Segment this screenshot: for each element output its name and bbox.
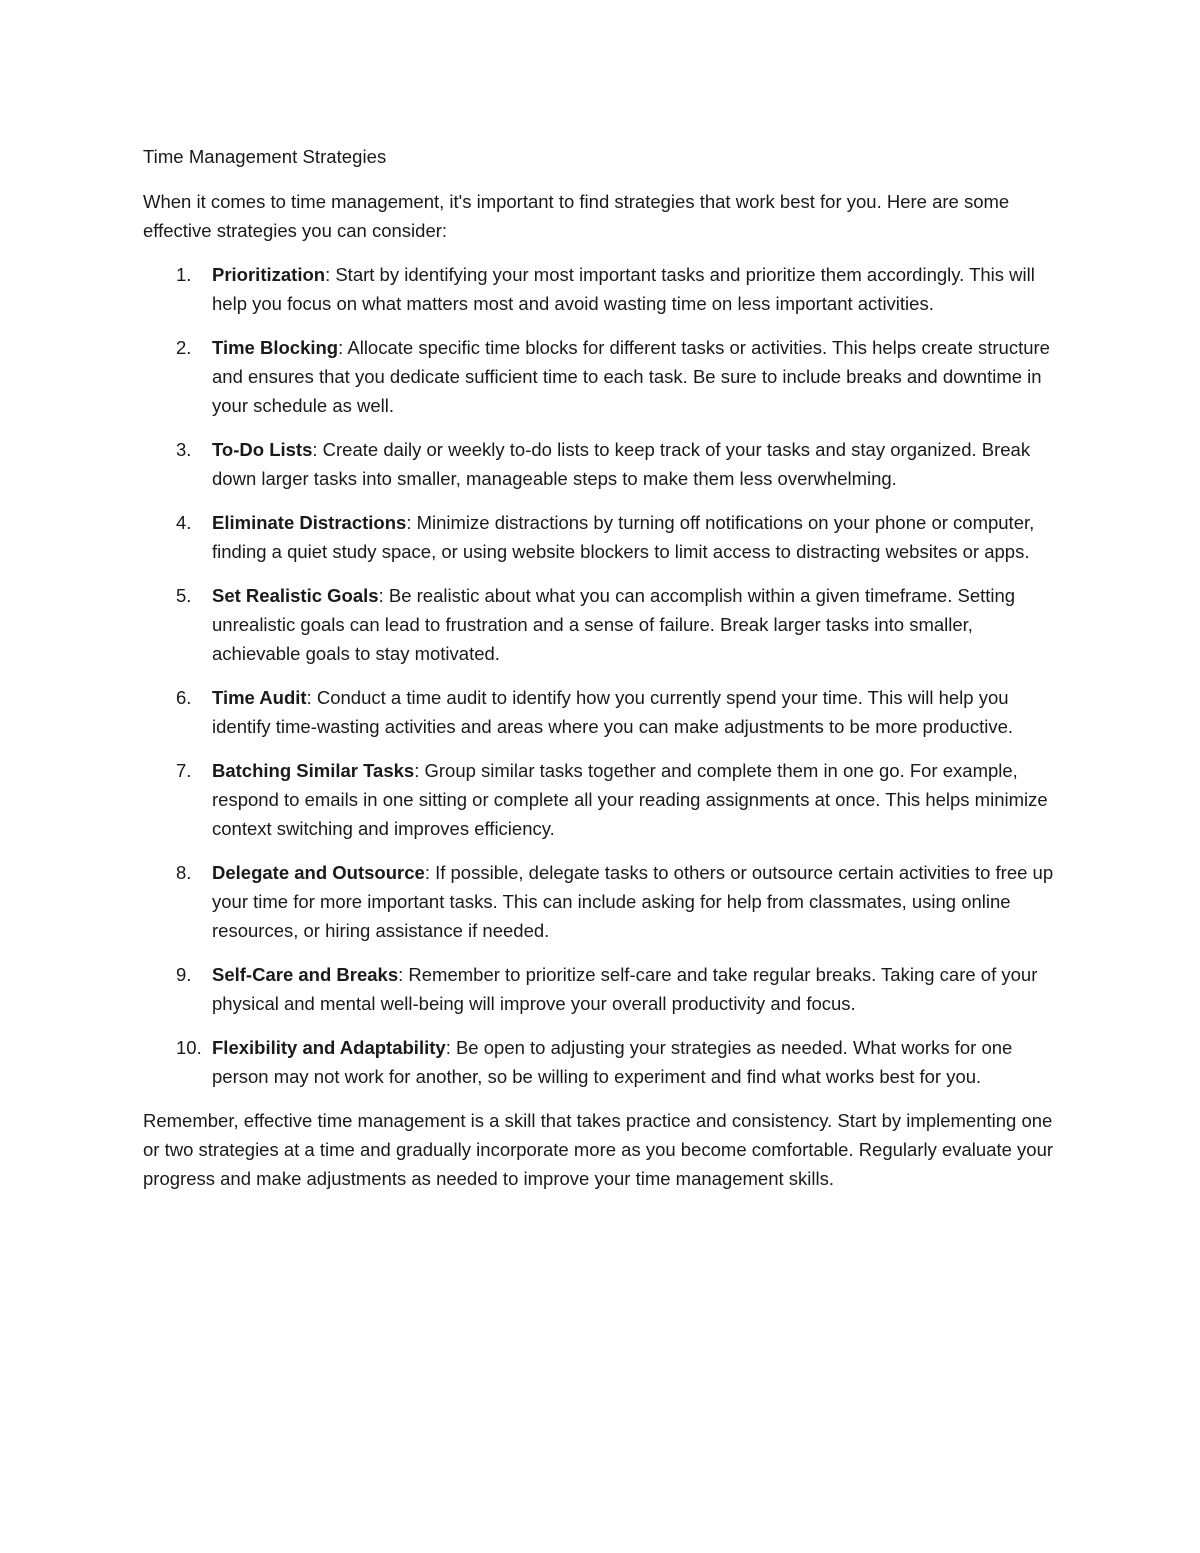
strategy-term: Eliminate Distractions bbox=[212, 512, 407, 533]
list-number: 4. bbox=[176, 512, 192, 533]
strategy-term: Self-Care and Breaks bbox=[212, 964, 399, 985]
strategy-term: Batching Similar Tasks bbox=[212, 760, 415, 781]
list-item bbox=[143, 581, 1063, 668]
strategy-description: : Allocate specific time blocks for different tasks or activities. This helps create structure and ensures that you dedicate sufficient time to each task. Be sure to include breaks and downtime in your schedule as well. bbox=[212, 337, 1050, 416]
list-item bbox=[143, 435, 1063, 493]
list-item bbox=[143, 858, 1063, 945]
list-number: 7. bbox=[176, 760, 192, 781]
list-number: 1. bbox=[176, 264, 192, 285]
list-item bbox=[143, 960, 1063, 1018]
document-page bbox=[143, 143, 1063, 1193]
strategy-description: : Remember to prioritize self-care and take regular breaks. Taking care of your physical and mental well-being will improve your overall productivity and focus. bbox=[212, 964, 1038, 1014]
strategy-description: : Create daily or weekly to-do lists to keep track of your tasks and stay organized. Break down larger tasks into smaller, manageable steps to make them less overwhelming. bbox=[212, 439, 1031, 489]
strategy-description: : If possible, delegate tasks to others or outsource certain activities to free up your time for more important tasks. This can include asking for help from classmates, using online resources, or hiring assistance if needed. bbox=[212, 862, 1054, 941]
list-number: 2. bbox=[176, 337, 192, 358]
list-number: 6. bbox=[176, 687, 192, 708]
strategy-term: Time Audit bbox=[212, 687, 307, 708]
list-item bbox=[143, 333, 1063, 420]
list-number: 3. bbox=[176, 439, 192, 460]
list-item bbox=[143, 756, 1063, 843]
strategy-description: : Start by identifying your most important tasks and prioritize them accordingly. This will help you focus on what matters most and avoid wasting time on less important activities. bbox=[212, 264, 1035, 314]
strategy-term: Time Blocking bbox=[212, 337, 339, 358]
strategy-term: Delegate and Outsource bbox=[212, 862, 425, 883]
strategy-term: Prioritization bbox=[212, 264, 326, 285]
list-item bbox=[143, 260, 1063, 318]
list-item bbox=[143, 683, 1063, 741]
strategy-description: : Be open to adjusting your strategies as needed. What works for one person may not work for another, so be willing to experiment and find what works best for you. bbox=[212, 1037, 1013, 1087]
closing-paragraph: Remember, effective time management is a skill that takes practice and consistency. Start by implementing one or two strategies at a time and gradually incorporate more as you become comfortable. Regularly evaluate your progress and make adjustments as needed to improve your time management skills. bbox=[143, 1110, 1054, 1189]
strategy-term: To-Do Lists bbox=[212, 439, 313, 460]
list-number: 9. bbox=[176, 964, 192, 985]
list-number: 8. bbox=[176, 862, 192, 883]
strategy-list bbox=[143, 260, 1063, 1091]
list-item bbox=[143, 1033, 1063, 1091]
document-title: Time Management Strategies bbox=[143, 146, 387, 167]
strategy-description: : Group similar tasks together and complete them in one go. For example, respond to emails in one sitting or complete all your reading assignments at once. This helps minimize context switching and improves efficiency. bbox=[212, 760, 1048, 839]
list-number: 5. bbox=[176, 585, 192, 606]
strategy-description: : Minimize distractions by turning off notifications on your phone or computer, finding a quiet study space, or using website blockers to limit access to distracting websites or apps. bbox=[212, 512, 1035, 562]
intro-paragraph: When it comes to time management, it's important to find strategies that work best for you. Here are some effective strategies you can consider: bbox=[143, 191, 1010, 241]
list-item bbox=[143, 508, 1063, 566]
list-number: 10. bbox=[176, 1037, 202, 1058]
strategy-term: Flexibility and Adaptability bbox=[212, 1037, 446, 1058]
strategy-description: : Be realistic about what you can accomplish within a given timeframe. Setting unrealistic goals can lead to frustration and a sense of failure. Break larger tasks into smaller, achievable goals to stay motivated. bbox=[212, 585, 1016, 664]
strategy-term: Set Realistic Goals bbox=[212, 585, 379, 606]
strategy-description: : Conduct a time audit to identify how you currently spend your time. This will help you identify time-wasting activities and areas where you can make adjustments to be more productive. bbox=[212, 687, 1014, 737]
